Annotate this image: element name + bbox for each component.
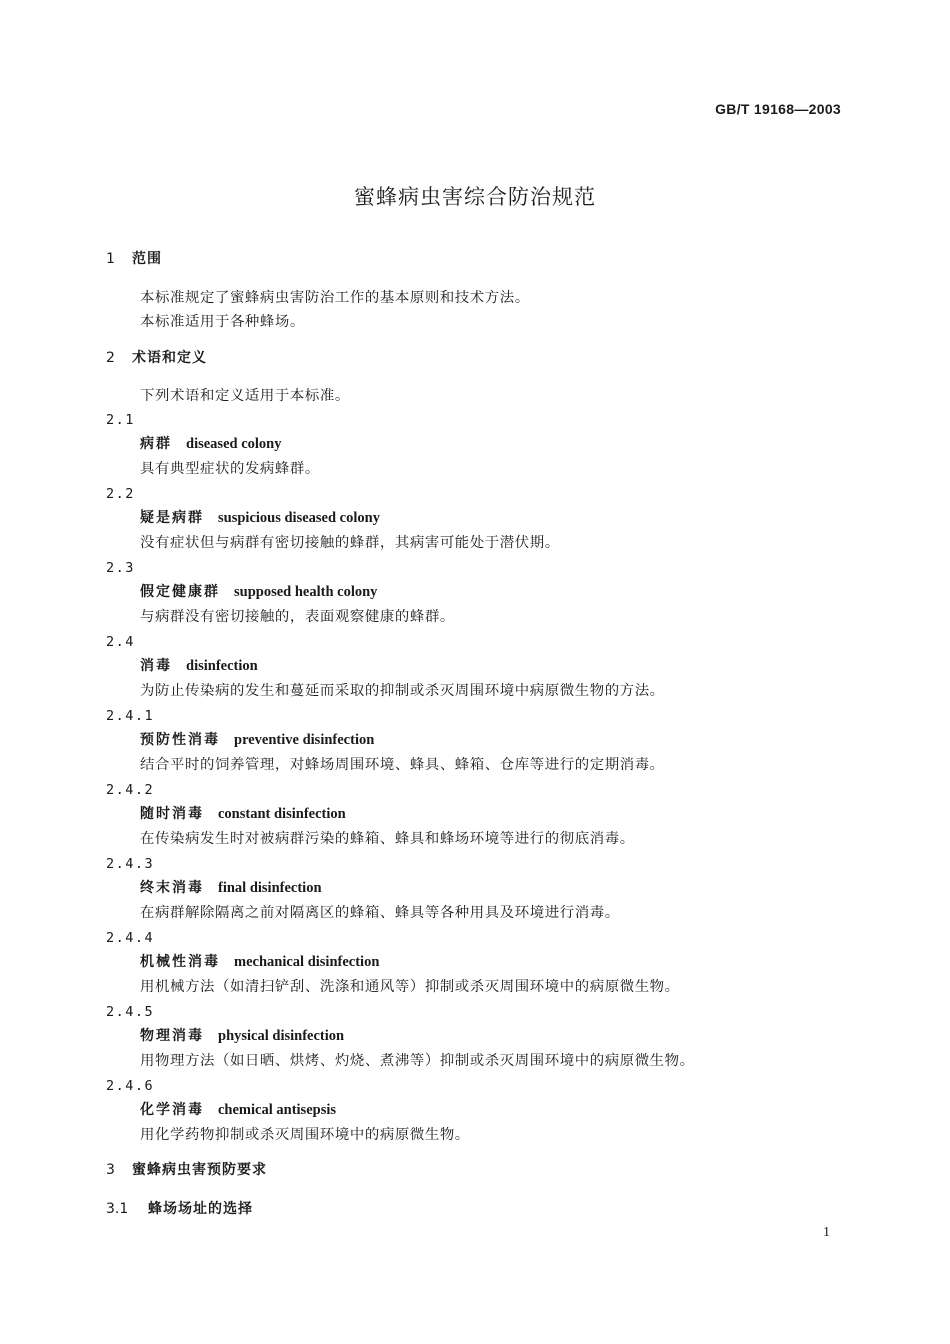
term-heading — [140, 804, 346, 824]
clause-number: 2.4.2 — [106, 782, 155, 798]
term-en: final disinfection — [218, 880, 322, 896]
term-heading — [140, 952, 379, 972]
term-en: constant disinfection — [218, 806, 346, 822]
term-zh: 疑是病群 — [140, 510, 204, 526]
section-title: 范围 — [132, 251, 162, 267]
paragraph: 本标准规定了蜜蜂病虫害防治工作的基本原则和技术方法。 — [140, 290, 530, 306]
term-definition: 具有典型症状的发病蜂群。 — [140, 461, 320, 477]
term-definition: 用化学药物抑制或杀灭周围环境中的病原微生物。 — [140, 1127, 470, 1143]
clause-number: 2.4 — [106, 634, 135, 650]
term-en: chemical antisepsis — [218, 1102, 337, 1118]
term-en: mechanical disinfection — [234, 954, 380, 970]
section-title: 蜂场场址的选择 — [148, 1201, 253, 1217]
term-definition: 用机械方法（如清扫铲刮、洗涤和通风等）抑制或杀灭周围环境中的病原微生物。 — [140, 979, 680, 995]
section-1-heading — [106, 249, 162, 269]
term-heading — [140, 656, 258, 676]
term-heading — [140, 582, 377, 602]
clause-number: 2.4.3 — [106, 856, 155, 872]
clause-number: 2.4.4 — [106, 930, 155, 946]
subsection-3-1-heading — [106, 1199, 253, 1219]
term-heading — [140, 878, 322, 898]
section-number: 2 — [106, 350, 115, 366]
term-zh: 病群 — [140, 436, 172, 452]
term-zh: 预防性消毒 — [140, 732, 220, 748]
section-number: 3.1 — [106, 1201, 129, 1217]
term-en: physical disinfection — [218, 1028, 345, 1044]
section-number: 1 — [106, 251, 115, 267]
term-heading — [140, 434, 281, 454]
section-title: 术语和定义 — [132, 350, 207, 366]
term-definition: 没有症状但与病群有密切接触的蜂群，其病害可能处于潜伏期。 — [140, 535, 560, 551]
term-zh: 机械性消毒 — [140, 954, 220, 970]
clause-number: 2.4.6 — [106, 1078, 155, 1094]
clause-number: 2.3 — [106, 560, 135, 576]
term-en: diseased colony — [186, 436, 282, 452]
term-zh: 随时消毒 — [140, 806, 204, 822]
section-title: 蜜蜂病虫害预防要求 — [132, 1162, 267, 1178]
term-zh: 消毒 — [140, 658, 172, 674]
term-en: suspicious diseased colony — [218, 510, 380, 526]
clause-number: 2.2 — [106, 486, 135, 502]
term-en: supposed health colony — [234, 584, 378, 600]
term-heading — [140, 1026, 344, 1046]
clause-number: 2.4.5 — [106, 1004, 155, 1020]
page-number: 1 — [823, 1225, 830, 1240]
term-en: disinfection — [186, 658, 258, 674]
term-definition: 结合平时的饲养管理，对蜂场周围环境、蜂具、蜂箱、仓库等进行的定期消毒。 — [140, 757, 665, 773]
standard-code: GB/T 19168—2003 — [715, 101, 841, 117]
document-title: 蜜蜂病虫害综合防治规范 — [354, 185, 596, 209]
term-definition: 在病群解除隔离之前对隔离区的蜂箱、蜂具等各种用具及环境进行消毒。 — [140, 905, 620, 921]
term-zh: 假定健康群 — [140, 584, 220, 600]
term-zh: 物理消毒 — [140, 1028, 204, 1044]
term-definition: 用物理方法（如日晒、烘烤、灼烧、煮沸等）抑制或杀灭周围环境中的病原微生物。 — [140, 1053, 695, 1069]
paragraph: 下列术语和定义适用于本标准。 — [140, 388, 350, 404]
term-definition: 为防止传染病的发生和蔓延而采取的抑制或杀灭周围环境中病原微生物的方法。 — [140, 683, 665, 699]
section-2-heading — [106, 348, 207, 368]
term-definition: 在传染病发生时对被病群污染的蜂箱、蜂具和蜂场环境等进行的彻底消毒。 — [140, 831, 635, 847]
term-en: preventive disinfection — [234, 732, 375, 748]
section-3-heading — [106, 1160, 267, 1180]
term-definition: 与病群没有密切接触的，表面观察健康的蜂群。 — [140, 609, 455, 625]
term-zh: 化学消毒 — [140, 1102, 204, 1118]
term-zh: 终末消毒 — [140, 880, 204, 896]
clause-number: 2.1 — [106, 412, 135, 428]
clause-number: 2.4.1 — [106, 708, 155, 724]
term-heading — [140, 1100, 336, 1120]
section-number: 3 — [106, 1162, 115, 1178]
term-heading — [140, 730, 374, 750]
paragraph: 本标准适用于各种蜂场。 — [140, 314, 305, 330]
term-heading — [140, 508, 380, 528]
